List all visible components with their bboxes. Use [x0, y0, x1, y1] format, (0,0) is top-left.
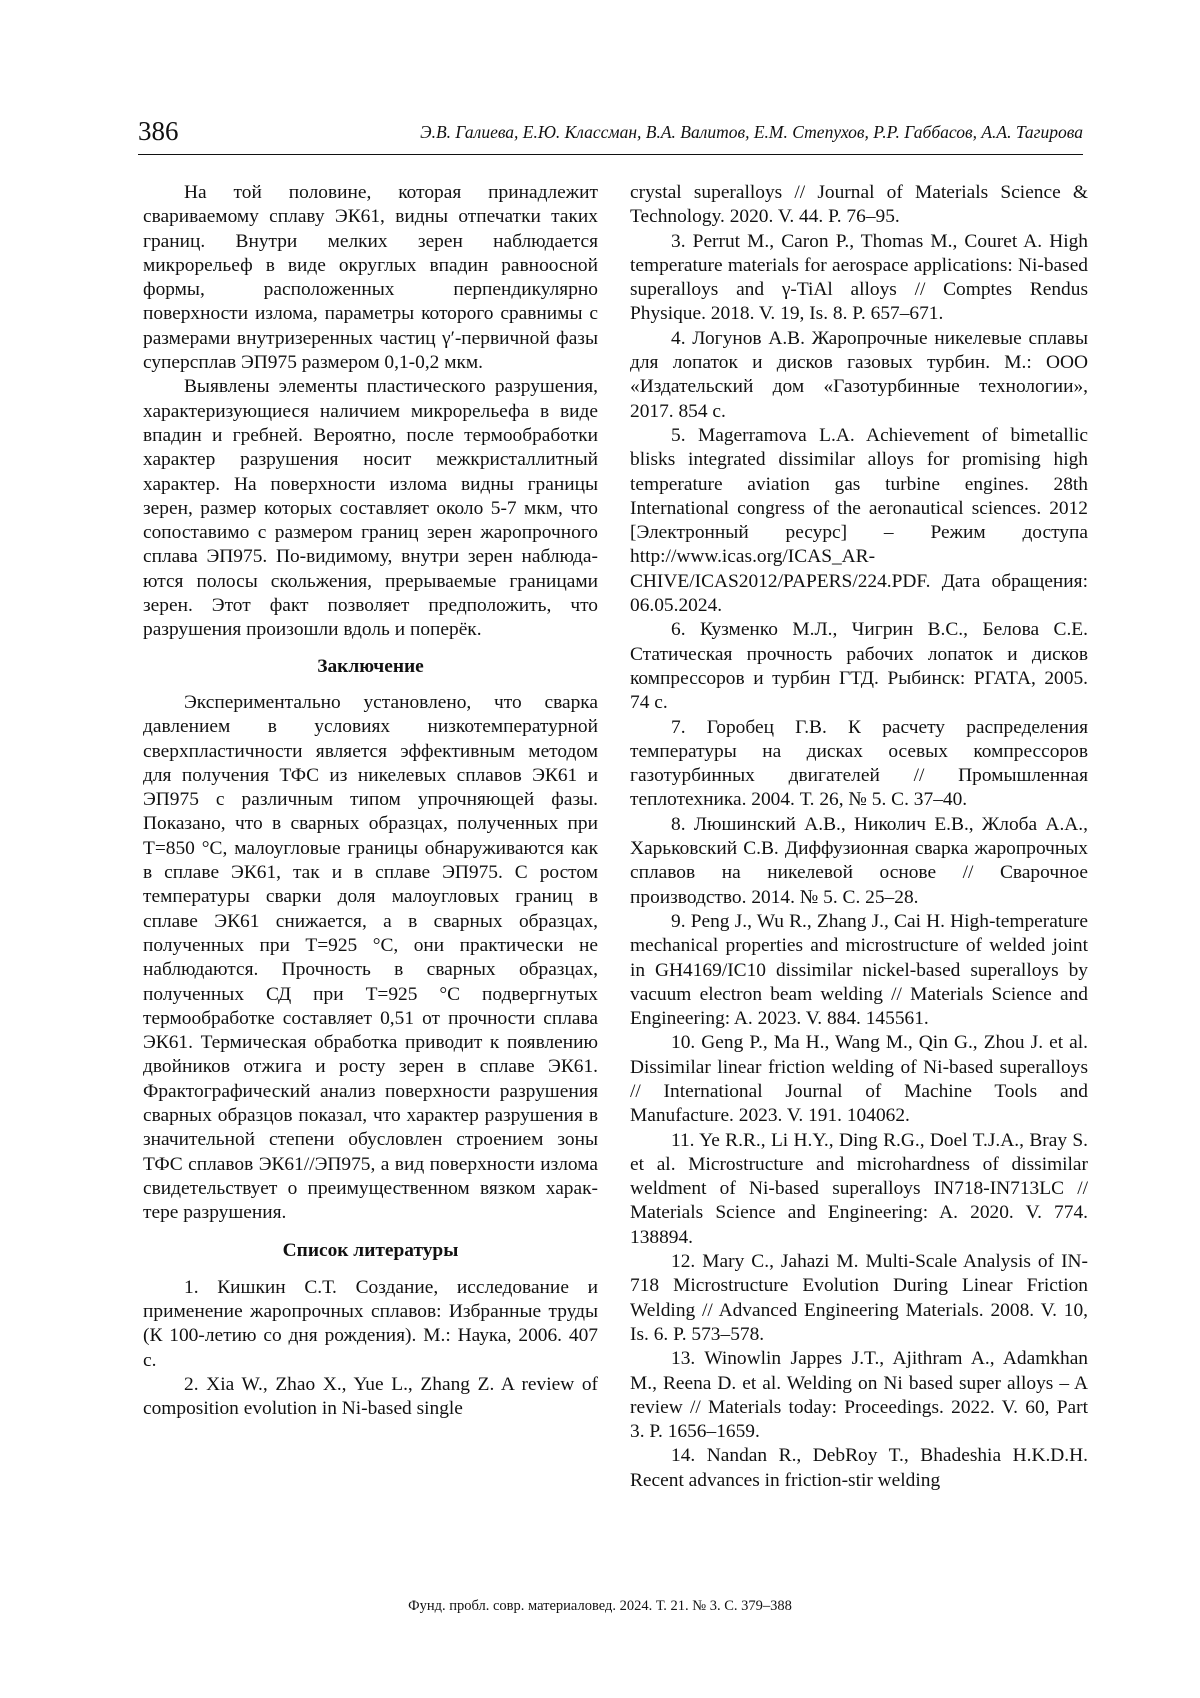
- reference-item: 1. Кишкин С.Т. Создание, исследование и применение жаропрочных сплавов: Избранные труды (К 100-летию со дня рождения). М.: Наука, 2006. 407 с.: [143, 1276, 598, 1371]
- reference-item: 2. Xia W., Zhao X., Yue L., Zhang Z. A review of composition evolution in Ni-based single: [143, 1373, 598, 1420]
- reference-item: 4. Логунов А.В. Жаропрочные никелевые сплавы для лопаток и дисков газовых турбин. М.: ООО «Издательский дом «Газотурбинные технологии», 2017. 854 с.: [630, 327, 1088, 422]
- reference-item: 14. Nandan R., DebRoy T., Bhadeshia H.K.D.H. Recent advances in friction-stir welding: [630, 1445, 1088, 1491]
- running-header: [138, 114, 1083, 154]
- body-paragraph: На той половине, которая принадлежит свариваемому сплаву ЭК61, видны отпечатки таких границ. Внутри мелких зерен наблюдается микрорельеф в виде округлых впадин равноосной формы, расположенных перпендикулярно поверхности излома, параметры которого сравнимы с размерами внутризеренных частиц γ′-первичной фазы суперсплав ЭП975 размером 0,1-0,2 мкм.: [143, 182, 598, 374]
- reference-item: 12. Mary C., Jahazi M. Multi-Scale Analysis of IN-718 Microstructure Evolution During Linear Friction Welding // Advanced Engineering Materials. 2008. V. 10, Is. 6. P. 573–578.: [630, 1251, 1088, 1345]
- body-paragraph: Выявлены элементы пластического разрушения, характеризующиеся наличием микрорельефа в виде впадин и гребней. Вероятно, после термообработки характер разрушения носит межкристаллитный характер. На поверхности излома видны границы зерен, размер которых составляет около 5-7 мкм, что сопоставимо с размером границ зерен жаропрочного сплава ЭП975. По-видимому, внутри зерен наблюдаются полосы скольжения, прерываемые границами зерен. Этот факт позволяет предположить, что разрушения произошли вдоль и поперёк.: [143, 376, 598, 641]
- header-rule: [138, 154, 1083, 155]
- reference-item: 8. Люшинский А.В., Николич Е.В., Жлоба А.А., Харьковский С.В. Диффузионная сварка жаропрочных сплавов на никелевой основе // Сварочное производство. 2014. № 5. С. 25–28.: [630, 813, 1088, 908]
- left-column: [143, 181, 598, 1422]
- reference-item: 7. Горобец Г.В. К расчету распределения температуры на дисках осевых компрессоров газотурбинных двигателей // Промышленная теплотехника. 2004. Т. 26, № 5. С. 37–40.: [630, 716, 1088, 811]
- right-column: [630, 181, 1088, 1493]
- reference-item: 11. Ye R.R., Li H.Y., Ding R.G., Doel T.J.A., Bray S. et al. Microstructure and microhardness of dissimilar weldment of Ni-based superalloys IN718-IN713LC // Materials Science and Engineering: A. 2020. V. 774. 138894.: [630, 1129, 1088, 1248]
- reference-item: 13. Winowlin Jappes J.T., Ajithram A., Adamkhan M., Reena D. et al. Welding on Ni based super alloys – A review // Materials today: Proceedings. 2022. V. 60, Part 3. P. 1656–1659.: [630, 1348, 1088, 1443]
- reference-item: 6. Кузменко М.Л., Чигрин В.С., Белова С.Е. Статическая прочность рабочих лопаток и дисков компрессоров и турбин ГТД. Рыбинск: РГАТА, 2005. 74 с.: [630, 619, 1088, 714]
- page-number: 386: [138, 116, 179, 146]
- reference-item: 3. Perrut M., Caron P., Thomas M., Couret A. High temperature materials for aerospace applications: Ni-based superalloys and γ-TiAl alloys // Comptes Rendus Physique. 2018. V. 19, Is. 8. P. 657–671.: [630, 230, 1088, 325]
- conclusion-heading: Заключение: [317, 655, 424, 677]
- reference-item: 9. Peng J., Wu R., Zhang J., Cai H. High-temperature mechanical properties and microstructure of welded joint in GH4169/IC10 dissimilar nickel-based superalloys by vacuum electron beam welding // Materials Science and Engineering: A. 2023. V. 884. 145561.: [630, 910, 1088, 1030]
- reference-item: 5. Magerramova L.A. Achievement of bimetallic blisks integrated dissimilar alloys for promising high temperature aviation gas turbine engines. 28th International congress of the aeronautical sciences. 2012 [Электронный ресурс] – Режим доступа http://www.icas.org/ICAS_ARCHIVE/ICAS2012/PAPERS/224.PDF. Дата обращения: 06.05.2024.: [630, 424, 1088, 617]
- footer-citation: Фунд. пробл. совр. материаловед. 2024. Т. 21. № 3. С. 379–388: [408, 1598, 792, 1614]
- reference-item: 10. Geng P., Ma H., Wang M., Qin G., Zhou J. et al. Dissimilar linear friction welding of Ni-based superalloys // International Journal of Machine Tools and Manufacture. 2023. V. 191. 104062.: [630, 1032, 1088, 1127]
- conclusion-paragraph: Экспериментально установлено, что сварка давлением в условиях низкотемпературной сверхпластичности является эффективным методом для получения ТФС из никелевых сплавов ЭК61 и ЭП975 с различным типом упрочняющей фазы. Показано, что в сварных образцах, полученных при Т=850 °С, малоугловые границы обнаруживаются как в сплаве ЭК61, так и в сплаве ЭП975. С ростом температуры сварки доля малоугловых границ в сплаве ЭК61 снижается, а в сварных образцах, полученных при Т=925 °С, они практически не наблюдаются. Прочность в сварных образцах, полученных СД при Т=925 °С подвергнутых термообработке составляет 0,51 от прочности сплава ЭК61. Термическая обработка приводит к появлению двойников отжига и росту зерен в сплаве ЭК61. Фрактографический анализ поверхности разрушения сварных образцов показал, что характер разрушения в значительной степени обусловлен строением зоны ТФС сплавов ЭК61//ЭП975, а вид поверхности излома свидетельствует о преимущественном вязком характере разрушения.: [143, 691, 598, 1224]
- references-heading: Список литературы: [282, 1240, 459, 1262]
- reference-continuation: crystal superalloys // Journal of Materials Science & Technology. 2020. V. 44. P. 76–95.: [630, 182, 1088, 228]
- running-authors: Э.В. Галиева, Е.Ю. Классман, В.А. Валитов, Е.М. Степухов, Р.Р. Габбасов, А.А. Тагирова: [420, 122, 1083, 142]
